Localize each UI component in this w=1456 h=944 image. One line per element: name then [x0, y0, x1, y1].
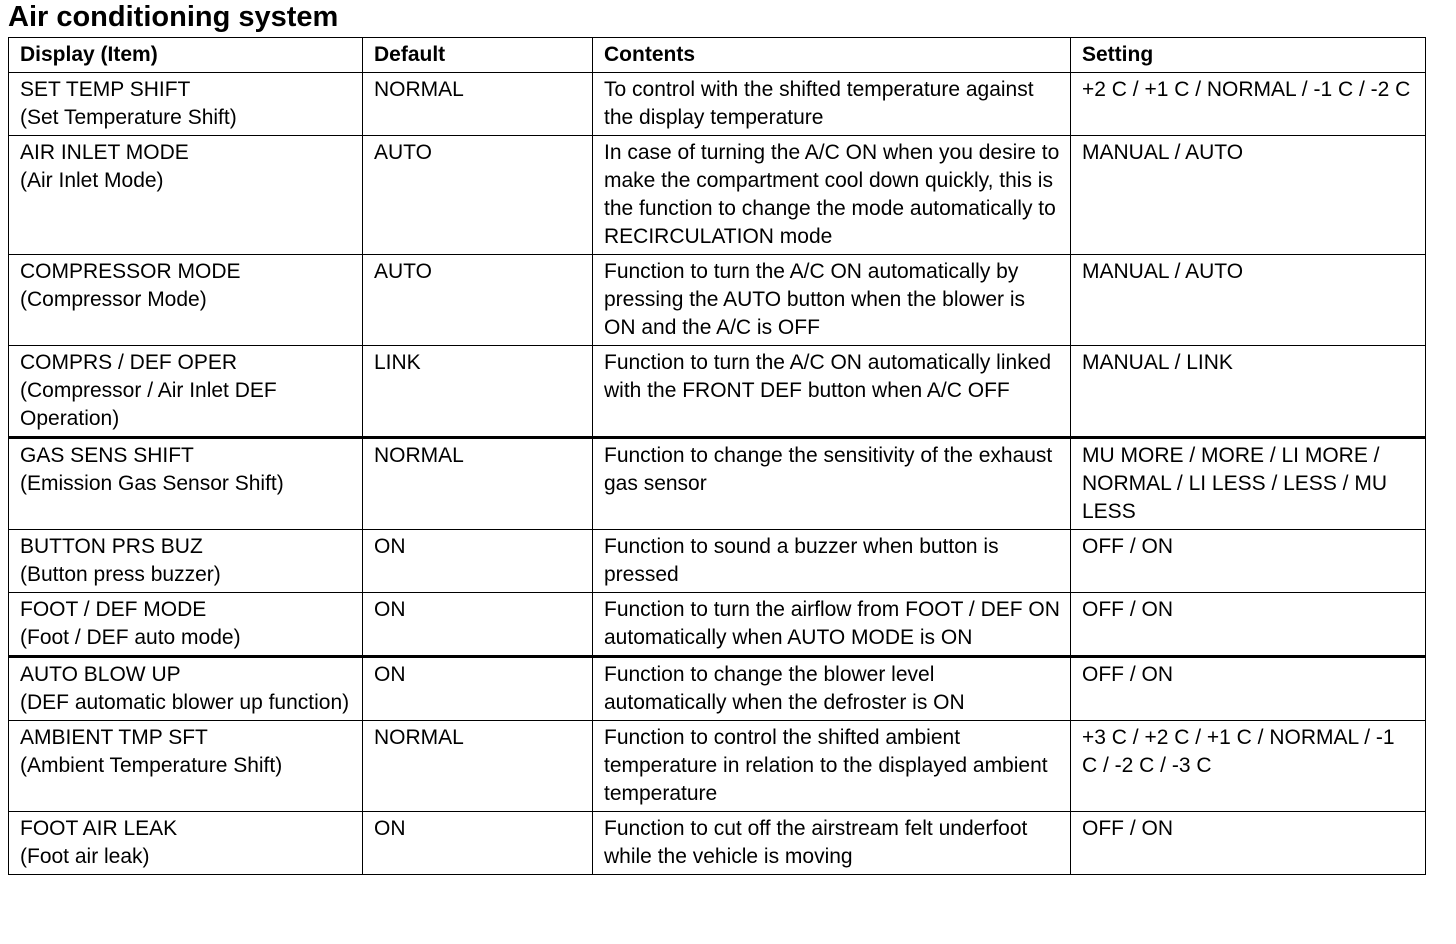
table-row — [9, 255, 1426, 346]
item-name: AUTO BLOW UP — [20, 663, 181, 686]
setting-cell: MU MORE / MORE / LI MORE / NORMAL / LI LESS / LESS / MU LESS — [1071, 438, 1426, 530]
contents-cell: Function to turn the A/C ON automatically linked with the FRONT DEF button when A/C OFF — [593, 346, 1071, 438]
item-name: AMBIENT TMP SFT — [20, 726, 208, 749]
default-cell: ON — [363, 530, 593, 593]
contents-cell: Function to change the sensitivity of the exhaust gas sensor — [593, 438, 1071, 530]
default-cell: NORMAL — [363, 73, 593, 136]
table-row — [9, 136, 1426, 255]
setting-cell: OFF / ON — [1071, 530, 1426, 593]
default-cell: AUTO — [363, 255, 593, 346]
contents-cell: In case of turning the A/C ON when you desire to make the compartment cool down quickly, this is the function to change the mode automatically to RECIRCULATION mode — [593, 136, 1071, 255]
item-cell — [9, 346, 363, 438]
item-name: AIR INLET MODE — [20, 141, 189, 164]
item-name: COMPRS / DEF OPER — [20, 351, 238, 374]
default-cell: ON — [363, 812, 593, 875]
default-cell: AUTO — [363, 136, 593, 255]
item-description: (Ambient Temperature Shift) — [20, 754, 283, 777]
setting-cell: MANUAL / LINK — [1071, 346, 1426, 438]
default-cell: ON — [363, 593, 593, 657]
column-header-setting: Setting — [1071, 38, 1426, 73]
setting-cell: MANUAL / AUTO — [1071, 136, 1426, 255]
column-header-contents: Contents — [593, 38, 1071, 73]
contents-cell: Function to turn the airflow from FOOT / DEF ON automatically when AUTO MODE is ON — [593, 593, 1071, 657]
setting-cell: OFF / ON — [1071, 593, 1426, 657]
table-row — [9, 438, 1426, 530]
item-description: (DEF automatic blower up function) — [20, 691, 350, 714]
item-cell — [9, 593, 363, 657]
item-cell — [9, 255, 363, 346]
item-name: SET TEMP SHIFT — [20, 78, 191, 101]
item-name: FOOT AIR LEAK — [20, 817, 178, 840]
table-row — [9, 73, 1426, 136]
item-description: (Air Inlet Mode) — [20, 169, 164, 192]
item-cell — [9, 721, 363, 812]
item-description: (Button press buzzer) — [20, 563, 221, 586]
item-name: BUTTON PRS BUZ — [20, 535, 203, 558]
default-cell: NORMAL — [363, 438, 593, 530]
default-cell: LINK — [363, 346, 593, 438]
settings-table — [8, 37, 1426, 875]
default-cell: NORMAL — [363, 721, 593, 812]
item-description: (Foot / DEF auto mode) — [20, 626, 241, 649]
table-row — [9, 657, 1426, 721]
item-cell — [9, 657, 363, 721]
table-row — [9, 346, 1426, 438]
table-row — [9, 812, 1426, 875]
setting-cell: +2 C / +1 C / NORMAL / -1 C / -2 C — [1071, 73, 1426, 136]
item-cell — [9, 438, 363, 530]
default-cell: ON — [363, 657, 593, 721]
setting-cell: OFF / ON — [1071, 657, 1426, 721]
table-row — [9, 593, 1426, 657]
item-description: (Compressor / Air Inlet DEF Operation) — [20, 379, 277, 430]
setting-cell: OFF / ON — [1071, 812, 1426, 875]
item-description: (Foot air leak) — [20, 845, 150, 868]
item-cell — [9, 812, 363, 875]
column-header-display-item: Display (Item) — [9, 38, 363, 73]
item-cell — [9, 136, 363, 255]
setting-cell: +3 C / +2 C / +1 C / NORMAL / -1 C / -2 C / -3 C — [1071, 721, 1426, 812]
table-header-row — [9, 38, 1426, 73]
contents-cell: Function to sound a buzzer when button is pressed — [593, 530, 1071, 593]
contents-cell: Function to turn the A/C ON automatically by pressing the AUTO button when the blower is ON and the A/C is OFF — [593, 255, 1071, 346]
contents-cell: Function to cut off the airstream felt underfoot while the vehicle is moving — [593, 812, 1071, 875]
table-row — [9, 721, 1426, 812]
item-name: FOOT / DEF MODE — [20, 598, 207, 621]
item-description: (Compressor Mode) — [20, 288, 207, 311]
page-title: Air conditioning system — [8, 1, 339, 33]
item-name: COMPRESSOR MODE — [20, 260, 241, 283]
item-description: (Emission Gas Sensor Shift) — [20, 472, 284, 495]
contents-cell: Function to change the blower level automatically when the defroster is ON — [593, 657, 1071, 721]
table-row — [9, 530, 1426, 593]
item-cell — [9, 530, 363, 593]
column-header-default: Default — [363, 38, 593, 73]
item-name: GAS SENS SHIFT — [20, 444, 194, 467]
item-description: (Set Temperature Shift) — [20, 106, 237, 129]
setting-cell: MANUAL / AUTO — [1071, 255, 1426, 346]
item-cell — [9, 73, 363, 136]
contents-cell: To control with the shifted temperature against the display temperature — [593, 73, 1071, 136]
contents-cell: Function to control the shifted ambient temperature in relation to the displayed ambient temperature — [593, 721, 1071, 812]
